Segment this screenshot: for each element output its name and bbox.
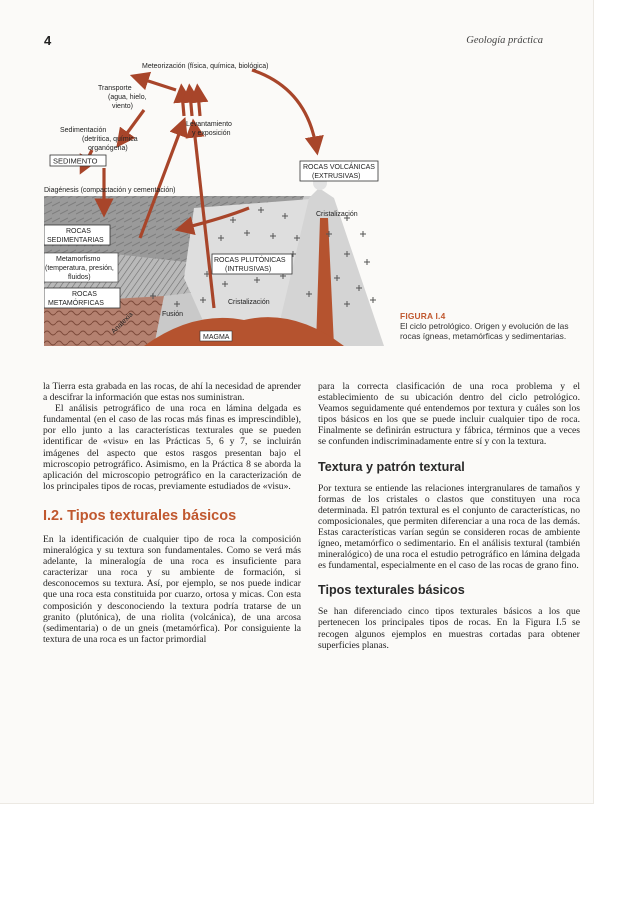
arrow-uplift-1 <box>182 93 184 116</box>
label-sedimento: SEDIMENTO <box>53 156 98 166</box>
arrow-uplift-2 <box>190 93 192 116</box>
paragraph: En la identificación de cualquier tipo de roca la composición mineralógica y su textura son fundamentales. Como se verá más adelante, la mineralogía de una roca es insuficiente para caracterizar una roca y su ambiente de formación, si desconocemos su textura. Así, por ejemplo, se nos puede indicar que una roca esta constituida por cuarzo, ortosa y micas. Con esta composición y desconociendo la textura podría tratarse de un granito (plutónica), de una riolita (volcánica), de una arcosa (sedimentaria) o de un gneis (metamórfica). Por consiguiente la textura de una roca es un factor primordial <box>43 533 301 645</box>
label-plutonicas-detail: (INTRUSIVAS) <box>225 266 272 273</box>
subsection-heading: Textura y patrón textural <box>318 459 465 474</box>
label-sedimentacion: Sedimentación <box>60 127 107 134</box>
paragraph: Por textura se entiende las relaciones intergranulares de tamaños y formas de los cristales o clastos que constituyen una roca determinada. El patrón textural es el conjunto de características, no composicionales, que permiten diferenciar a una roca de las demás. Estas características varían según se consideren rocas de ambiente ígneo, metamórfico o sedimentario. En el análisis textural (también mineralógico) de una roca el estudio petrográfico en lámina delgada es fundamental, especialmente en el caso de las rocas de grano fino. <box>318 482 580 572</box>
paragraph: Se han diferenciado cinco tipos texturales básicos a los que pertenecen los principales tipos de rocas. En la Figura I.5 se recogen algunos ejemplos en muestras cortadas para obtener superficies planas. <box>318 606 580 651</box>
running-title: Geología práctica <box>466 35 543 46</box>
figure-caption <box>400 311 590 342</box>
rock-cycle-figure <box>44 48 404 348</box>
label-transporte-detail: (agua, hielo, <box>108 94 147 101</box>
label-sedimentarias: ROCAS <box>66 228 91 235</box>
rock-cycle-diagram <box>44 48 404 348</box>
subsection-heading: Tipos texturales básicos <box>318 583 465 598</box>
label-levantamiento: Levantamiento <box>186 121 232 128</box>
paragraph: El análisis petrográfico de una roca en lámina delgada es fundamental (en el caso de las rocas más finas es imprescindible), por ello junto a las características texturales que se pueden identificar de «visu» en las Prácticas 5, 6 y 7, se incluirán imágenes del aspecto que estos rasgos presentan bajo el microscopio petrográfico. Asimismo, en la Práctica 8 se aborda la aplicación del microscopio petrográfico en la caracterización de los principales tipos de rocas, previamente estudiados de «visu». <box>43 403 301 492</box>
label-metamorficas-detail: METAMÓRFICAS <box>48 300 104 307</box>
label-sedimentacion-detail: organógena) <box>88 145 128 152</box>
label-diagenesis: Diagénesis (compactación y cementación) <box>44 187 176 194</box>
label-metamorficas: ROCAS <box>72 291 97 298</box>
arrow-volcanic-weathering <box>252 70 316 146</box>
label-levantamiento-detail: y exposición <box>192 130 231 137</box>
label-fusion: Fusión <box>162 311 184 318</box>
label-sedimentacion-detail: (detrítica, química <box>82 136 138 143</box>
arrow-uplift-3 <box>198 93 200 116</box>
right-column <box>318 381 580 651</box>
label-metamorfismo: Metamorfismo <box>56 256 101 263</box>
label-plutonicas: ROCAS PLUTÓNICAS <box>214 257 286 264</box>
figure-caption-text: El ciclo petrológico. Origen y evolución de las rocas ígneas, metamórficas y sedimentarias. <box>400 321 569 342</box>
left-column <box>43 381 301 645</box>
arrow-weathering-to-transport <box>139 78 176 90</box>
section-heading: I.2. Tipos texturales básicos <box>43 507 237 524</box>
figure-label: FIGURA I.4 <box>400 311 446 321</box>
paragraph: la Tierra esta grabada en las rocas, de ahí la necesidad de aprender a descifrar la información que estas nos suministran. <box>43 381 301 404</box>
label-transporte-detail: viento) <box>112 103 134 110</box>
page-number: 4 <box>44 33 52 48</box>
paragraph: para la correcta clasificación de una roca problema y el establecimiento de su ubicación dentro del ciclo petrológico. Veamos seguidamente qué entendemos por textura y cuáles son los tipos básicos en los que se puede incluir cualquier tipo de roca. Finalmente se definirán estructura y fábrica, términos que a veces se confunden indiscriminadamente entre sí y con la textura. <box>318 381 580 448</box>
label-anatexia: Anatexia <box>110 311 135 336</box>
label-sedimentarias-detail: SEDIMENTARIAS <box>47 237 104 244</box>
label-cristalizacion-bottom: Cristalización <box>228 299 270 306</box>
label-cristalizacion-top: Cristalización <box>316 211 358 218</box>
label-meteorizacion: Meteorización (física, química, biológica) <box>142 63 269 70</box>
label-metamorfismo-detail: fluidos) <box>68 274 91 281</box>
label-metamorfismo-detail: (temperatura, presión, <box>45 265 114 272</box>
label-volcanicas-detail: (EXTRUSIVAS) <box>312 173 361 180</box>
label-magma: MAGMA <box>203 334 230 341</box>
label-transporte: Transporte <box>98 85 132 92</box>
label-volcanicas: ROCAS VOLCÁNICAS <box>303 164 375 171</box>
